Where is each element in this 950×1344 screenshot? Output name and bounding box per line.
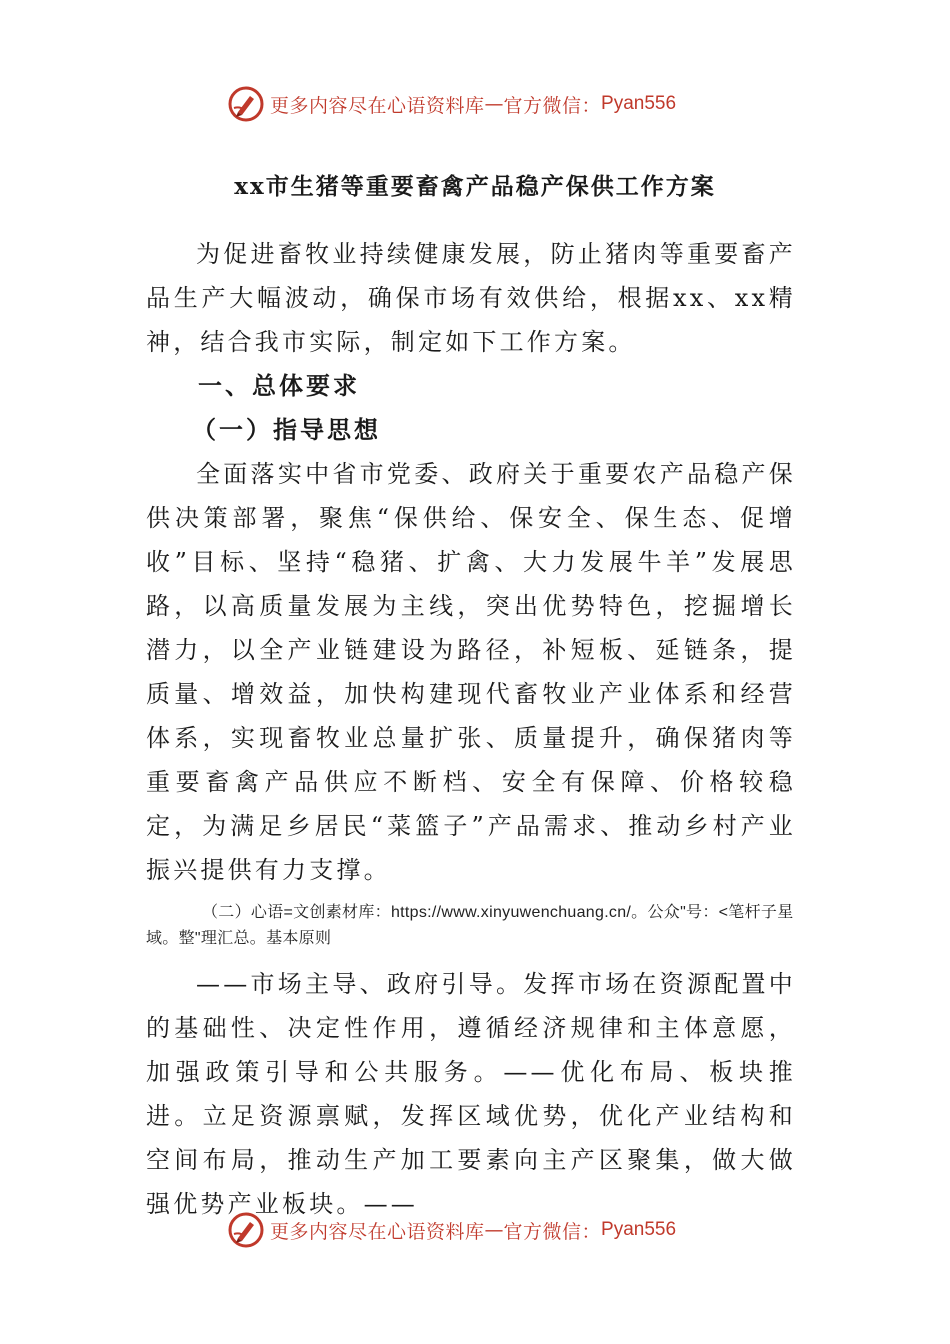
header-banner-official: 官方微信： <box>503 94 602 117</box>
footer-banner-separator: — <box>484 1219 504 1241</box>
footer-banner-id: Pyan556 <box>601 1219 677 1240</box>
watermark-note: （二）心语=文创素材库：https://www.xinyuwenchuang.cn/。公众"号：<笔杆子星域。整"理汇总。基本原则 <box>146 904 794 947</box>
subsection-heading-guiding: （一）指导思想 <box>192 415 381 444</box>
section-heading-overall: 一、总体要求 <box>198 371 360 400</box>
pen-logo-icon <box>228 1212 264 1248</box>
guiding-paragraph: 全面落实中省市党委、政府关于重要农产品稳产保供决策部署，聚焦“保供给、保安全、保生态、促增收”目标、坚持“稳猪、扩禽、大力发展牛羊”发展思路，以高质量发展为主线，突出优势特色，挖掘增长潜力，以全产业链建设为路径，补短板、延链条，提质量、增效益，加快构建现代畜牧业产业体系和经营体系，实现畜牧业总量扩张、质量提升，确保猪肉等重要畜禽产品供应不断档、安全有保障、价格较稳定，为满足乡居民“菜篮子”产品需求、推动乡村产业振兴提供有力支撑。 <box>146 460 796 884</box>
header-banner-separator: — <box>484 93 504 115</box>
header-banner-text: 更多内容尽在心语资料库 <box>270 94 485 117</box>
intro-paragraph: 为促进畜牧业持续健康发展，防止猪肉等重要畜产品生产大幅波动，确保市场有效供给，根据xx、xx精神，结合我市实际，制定如下工作方案。 <box>146 240 796 356</box>
document-title: xx市生猪等重要畜禽产品稳产保供工作方案 <box>234 173 716 200</box>
footer-banner <box>228 1208 748 1252</box>
footer-banner-official: 官方微信： <box>503 1220 602 1243</box>
footer-banner-text: 更多内容尽在心语资料库 <box>270 1220 485 1243</box>
header-banner-id: Pyan556 <box>601 93 677 114</box>
header-banner <box>228 82 748 126</box>
principles-paragraph: ——市场主导、政府引导。发挥市场在资源配置中的基础性、决定性作用，遵循经济规律和主体意愿，加强政策引导和公共服务。——优化布局、板块推进。立足资源禀赋，发挥区域优势，优化产业结构和空间布局，推动生产加工要素向主产区聚集，做大做强优势产业板块。—— <box>146 970 796 1218</box>
document-body <box>146 232 796 1226</box>
pen-logo-icon <box>228 86 264 122</box>
